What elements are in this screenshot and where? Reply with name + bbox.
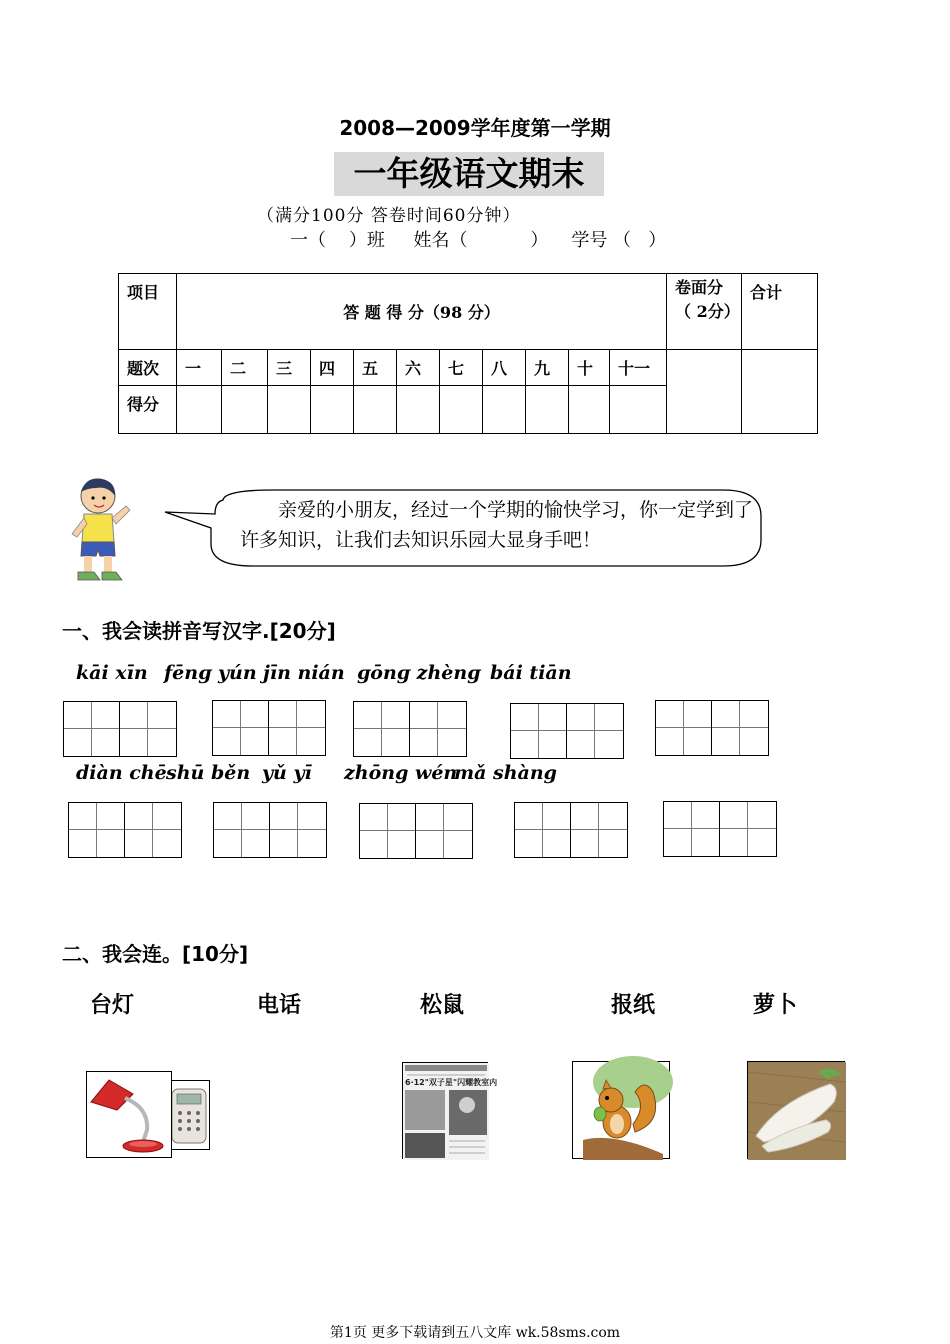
score-table [118,273,818,434]
writing-grid[interactable] [663,801,777,857]
writing-grid[interactable] [212,700,326,756]
question-number: 十 [569,350,610,386]
section2-heading: 二、我会连。[10分] [62,942,249,966]
writing-grid[interactable] [353,701,467,757]
pinyin-label: kāi xīn [76,662,148,684]
score-cell[interactable] [268,386,311,434]
question-number: 十一 [610,350,667,386]
pinyin-label: bái tiān [490,662,572,684]
score-label: 得分 [119,386,177,434]
match-word: 松鼠 [420,993,465,1018]
newspaper-headline: 6·12"双子星"闪耀教室内 [405,1078,498,1087]
newspaper-picture[interactable] [402,1062,498,1159]
score-cell[interactable] [440,386,483,434]
exam-meta: （满分100分 答卷时间60分钟） [257,206,521,226]
boy-illustration [60,476,140,588]
writing-grid[interactable] [359,803,473,859]
desk-lamp-icon [87,1072,173,1159]
writing-grid[interactable] [510,703,624,759]
pinyin-label: shū běn [166,762,251,784]
writing-grid[interactable] [655,700,769,756]
page-footer: 第1页 更多下载请到五八文库 wk.58sms.com [329,1325,621,1341]
total-score-cell[interactable] [742,350,818,434]
score-cell[interactable] [177,386,222,434]
year-term-title: 2008—2009学年度第一学期 [339,116,611,140]
speech-text: 亲爱的小朋友，经过一个学期的愉快学习，你一定学到了许多知识，让我们去知识乐园大显身手吧！ [240,499,754,551]
question-number: 四 [311,350,354,386]
question-number: 九 [526,350,569,386]
question-number: 六 [397,350,440,386]
desk-lamp-picture[interactable] [86,1071,172,1158]
exam-title: 一年级语文期末 [334,152,604,196]
score-cell[interactable] [610,386,667,434]
question-number: 五 [354,350,397,386]
writing-grid[interactable] [68,802,182,858]
question-number: 一 [177,350,222,386]
score-cell[interactable] [354,386,397,434]
score-cell[interactable] [397,386,440,434]
score-cell[interactable] [526,386,569,434]
match-word: 报纸 [611,993,656,1018]
pinyin-label: fēnɡ yún [164,662,257,684]
score-cell[interactable] [311,386,354,434]
pinyin-label: diàn chē [76,762,167,784]
question-number: 二 [222,350,268,386]
neatness-label: 卷面分（ 2分） [667,274,742,350]
pinyin-label: ɡōnɡ zhènɡ [357,662,481,684]
match-word: 萝卜 [753,993,798,1018]
pinyin-label: zhōng wén [344,762,458,784]
writing-grid[interactable] [63,701,177,757]
question-number: 三 [268,350,311,386]
question-label: 题次 [119,350,177,386]
item-label: 项目 [119,274,177,350]
squirrel-picture[interactable] [572,1061,670,1159]
score-cell[interactable] [569,386,610,434]
answer-score-label: 答 题 得 分（98 分） [177,274,667,350]
pinyin-label: mǎ shàng [454,762,557,784]
neatness-score-cell[interactable] [667,350,742,434]
pinyin-label: jīn nián [263,662,345,684]
squirrel-icon [573,1062,671,1160]
total-label: 合计 [742,274,818,350]
question-number: 八 [483,350,526,386]
match-word: 台灯 [90,993,135,1018]
score-cell[interactable] [222,386,268,434]
pinyin-label: yǔ yī [262,762,312,784]
section1-heading: 一、我会读拼音写汉字.[20分] [62,619,336,643]
student-info-line: 一（ ）班 姓名（ ） 学号 （ ） [290,230,667,251]
radish-picture[interactable] [747,1061,845,1159]
question-number: 七 [440,350,483,386]
writing-grid[interactable] [514,802,628,858]
score-cell[interactable] [483,386,526,434]
writing-grid[interactable] [213,802,327,858]
radish-icon [748,1062,846,1160]
match-word: 电话 [257,993,302,1018]
